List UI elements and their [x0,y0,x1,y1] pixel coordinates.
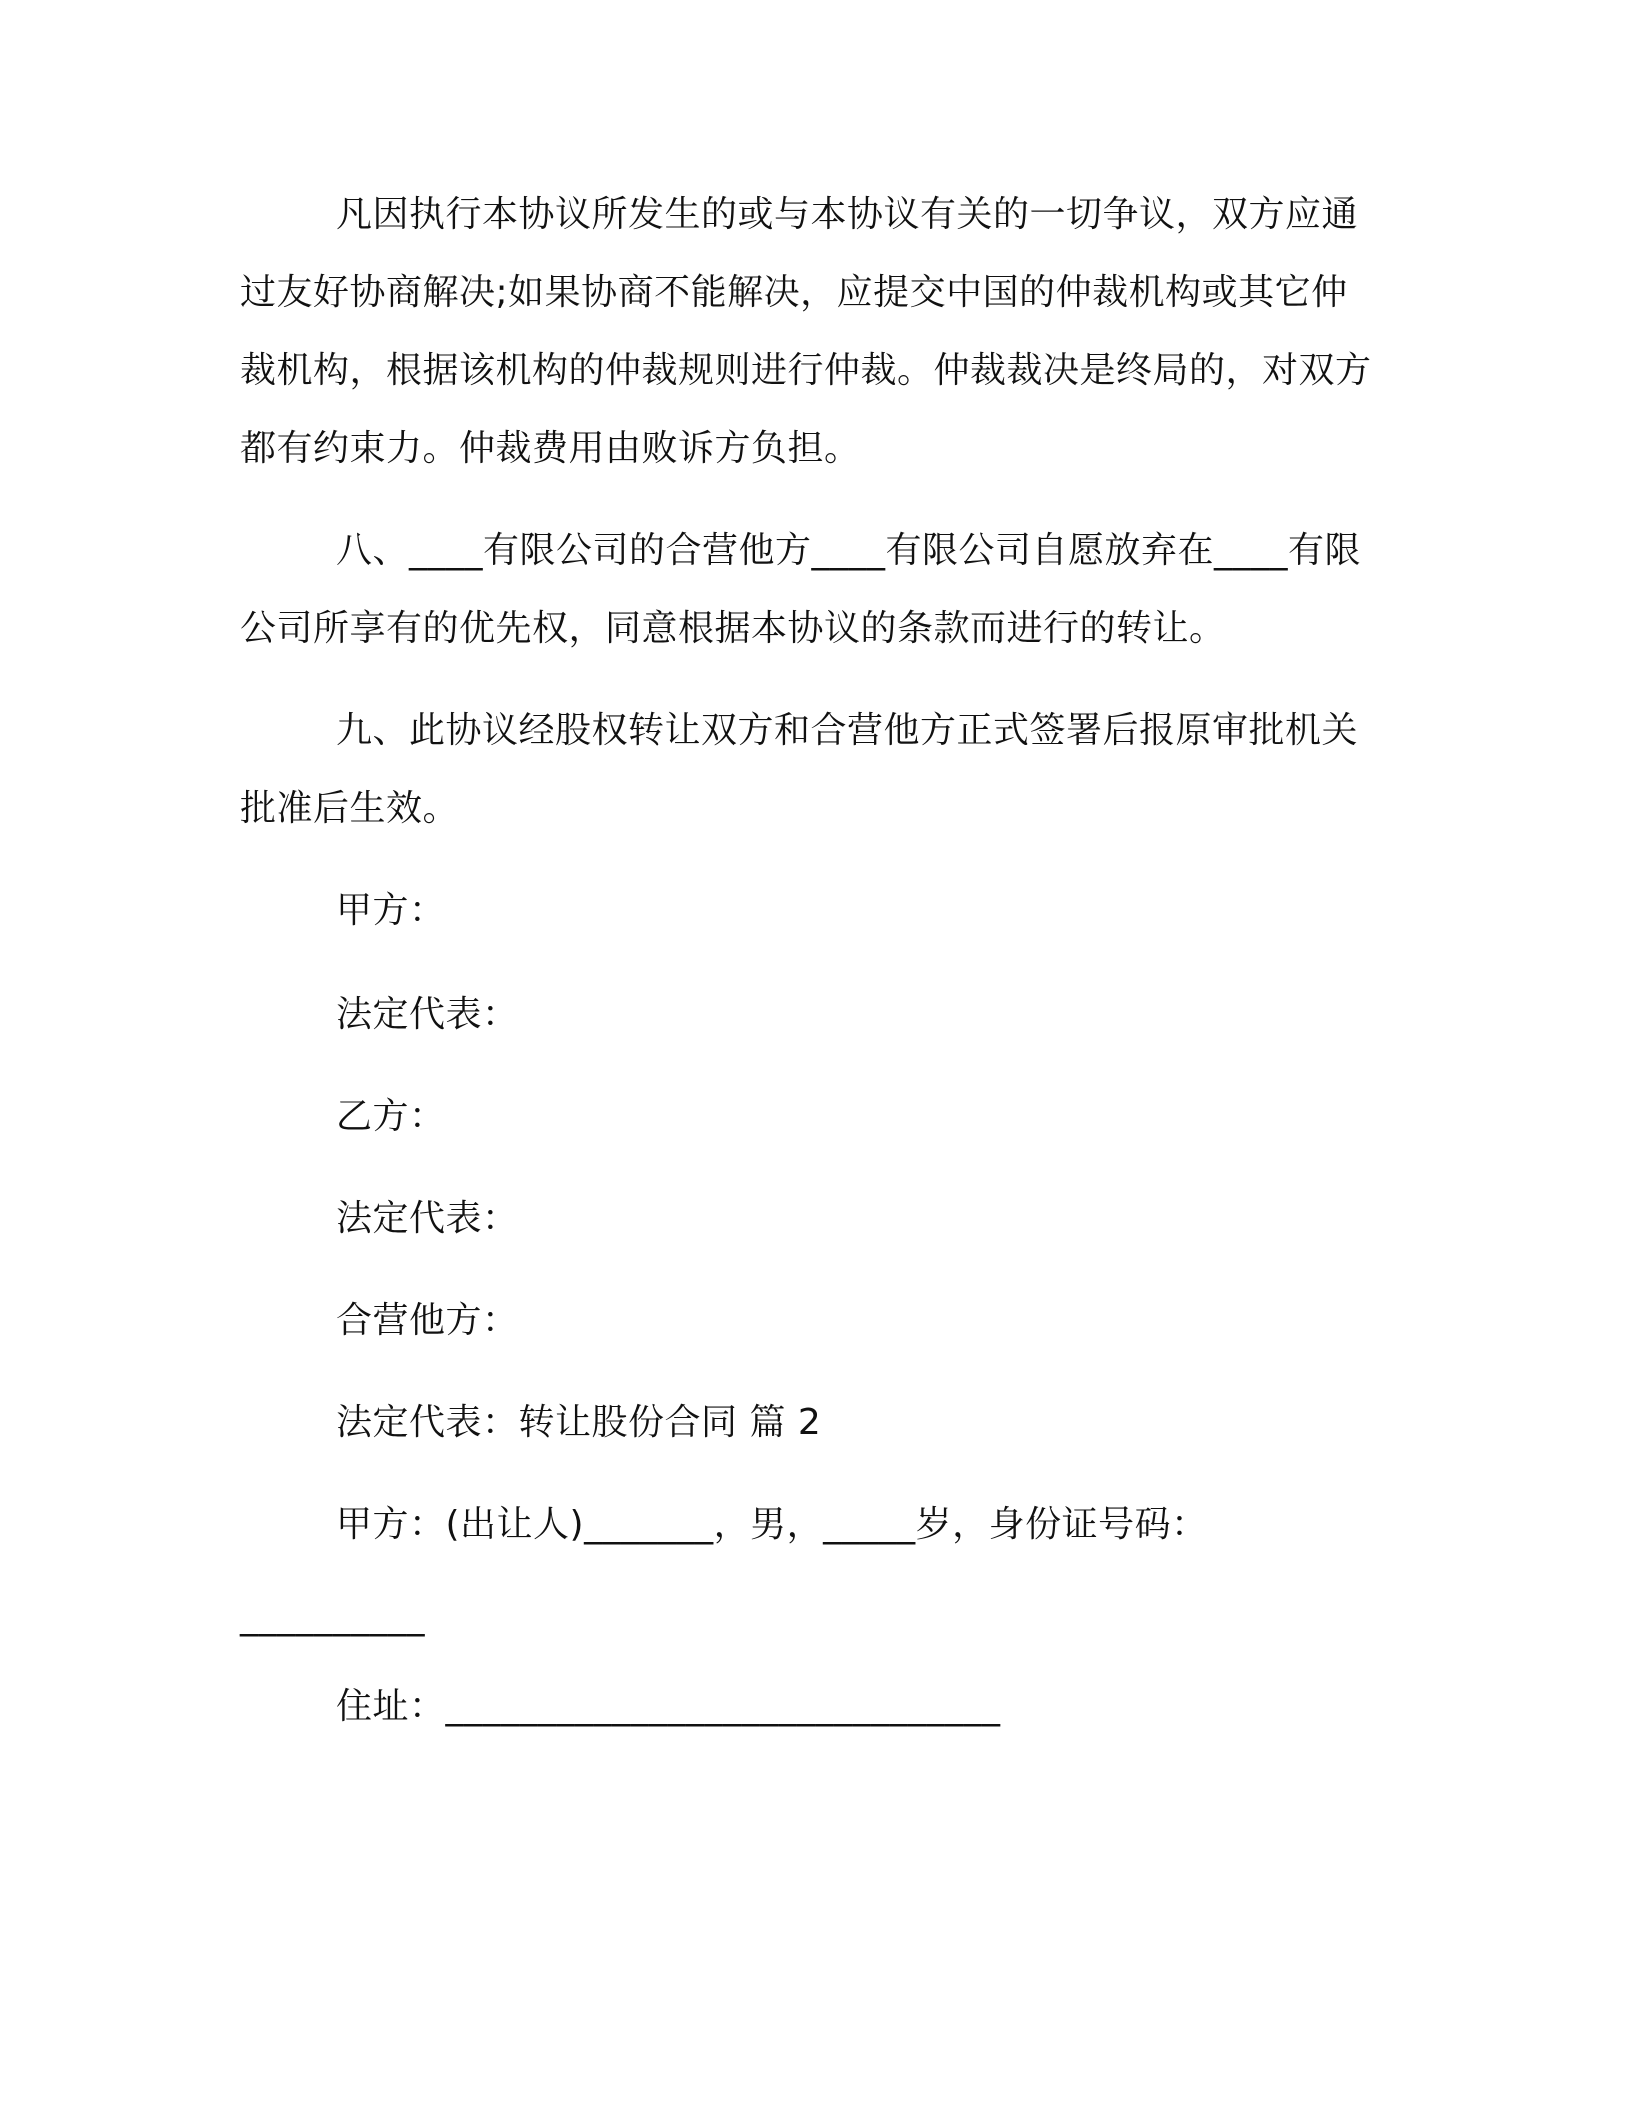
party-b-legal-rep-label: 法定代表： [336,1198,519,1239]
party-b-label: 乙方： [336,1096,446,1137]
paragraph-dispute-arbitration: 凡因执行本协议所发生的或与本协议有关的一切争议，双方应通过友好协商解决;如果协商不能解决，应提交中国的仲裁机构或其它仲裁机构，根据该机构的仲裁规则进行仲裁。仲裁裁决是终局的，对双方都有约束力。仲裁费用由败诉方负担。 [240,194,1372,469]
paragraph-clause-nine: 九、此协议经股权转让双方和合营他方正式签署后报原审批机关批准后生效。 [240,710,1359,829]
party-a-label: 甲方： [336,890,446,931]
jv-party-label: 合营他方： [336,1300,519,1341]
address-line: 住址：______________________________ [336,1686,1001,1727]
party-a-legal-rep-label: 法定代表： [336,994,519,1035]
id-number-blank: __________ [240,1596,425,1637]
paragraph-clause-eight: 八、____有限公司的合营他方____有限公司自愿放弃在____有限公司所享有的优先权，同意根据本协议的条款而进行的转让。 [240,530,1362,649]
jv-legal-rep-and-section-title: 法定代表：转让股份合同 篇 2 [336,1402,822,1443]
transferor-info-line: 甲方：(出让人)_______，男，_____岁，身份证号码： [336,1504,1208,1545]
